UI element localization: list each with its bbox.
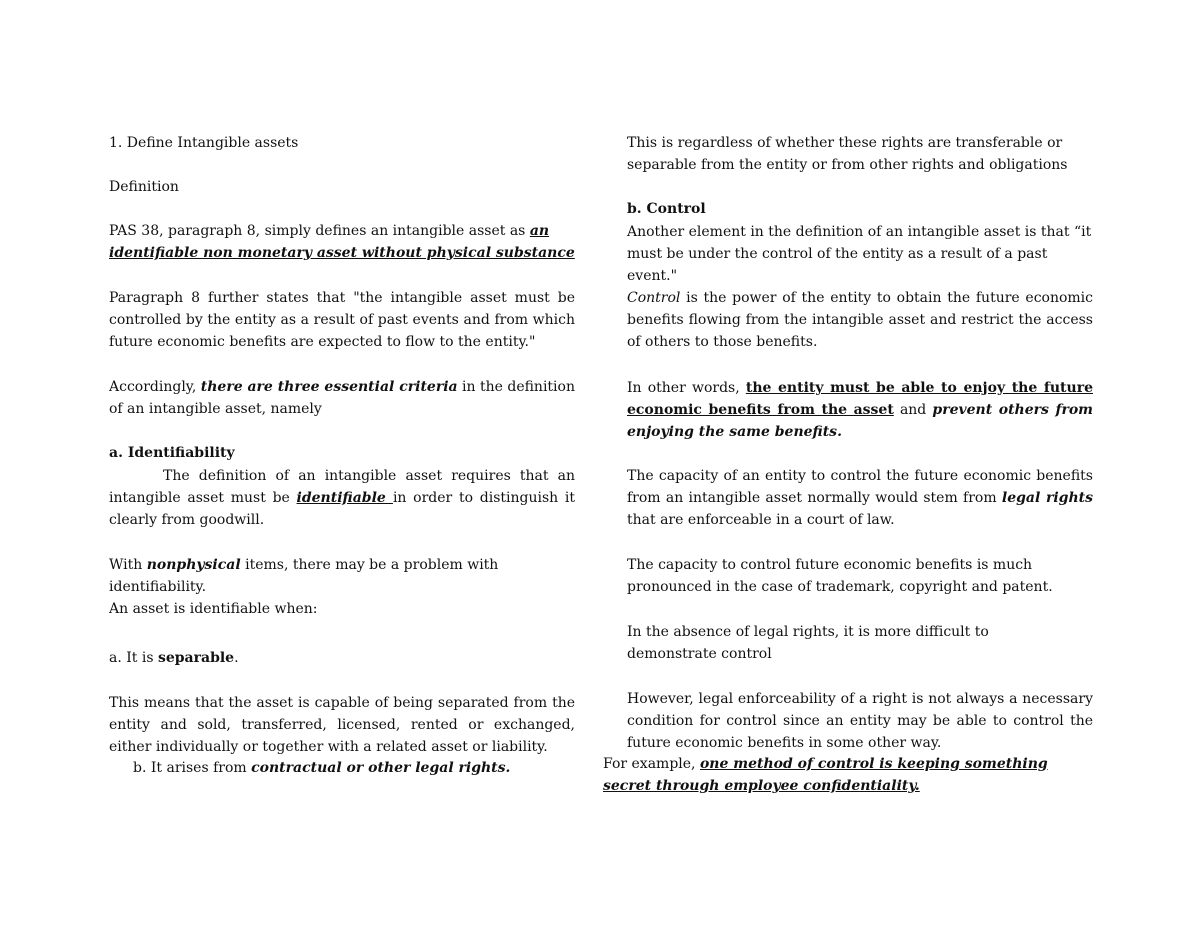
however-paragraph: However, legal enforceability of a right is not always a necessary condition for control since an entity may be able to control the future economic benefits in some other way.	[627, 691, 1093, 751]
other-words-paragraph: In other words, the entity must be able to enjoy the future economic benefits from the asset and prevent others from enjoying the same benefits.	[627, 380, 1093, 440]
nonphysical-emphasis: nonphysical	[146, 557, 241, 573]
definition-label: Definition	[109, 179, 179, 195]
accordingly-paragraph: Accordingly, there are three essential criteria in the definition of an intangible asset, namely	[109, 379, 575, 417]
legal-rights-emphasis: legal rights	[1001, 490, 1093, 506]
separable-item: a. It is separable.	[109, 650, 239, 666]
regardless-paragraph: This is regardless of whether these rights are transferable or separable from the entity or from other rights and obligations	[627, 135, 1068, 173]
control-definition: Control is the power of the entity to obtain the future economic benefits flowing from the intangible asset and restrict the access of others to those benefits.	[627, 290, 1093, 350]
enjoy-benefits-emphasis: the entity must be able to enjoy the future economic benefits from the asset	[627, 380, 1093, 418]
absence-paragraph: In the absence of legal rights, it is more difficult to demonstrate control	[627, 624, 989, 662]
pas38-paragraph: PAS 38, paragraph 8, simply defines an intangible asset as an identifiable non monetary asset without physical substance	[109, 223, 575, 261]
prevent-others-emphasis: prevent others from enjoying the same benefits.	[627, 402, 1093, 440]
another-element-paragraph: Another element in the definition of an intangible asset is that “it must be under the control of the entity as a result of a past event."	[627, 224, 1092, 284]
paragraph-8-text: Paragraph 8 further states that "the intangible asset must be controlled by the entity as a result of past events and from which future economic benefits are expected to flow to the entity."	[109, 290, 575, 350]
identifiable-emphasis: identifiable	[296, 490, 393, 506]
pronounced-paragraph: The capacity to control future economic benefits is much pronounced in the case of trademark, copyright and patent.	[627, 557, 1053, 595]
identifiability-heading: a. Identifiability	[109, 445, 235, 461]
section-heading: 1. Define Intangible assets	[109, 135, 299, 151]
contractual-emphasis: contractual or other legal rights.	[251, 760, 511, 776]
identifiable-when: An asset is identifiable when:	[109, 601, 318, 617]
three-criteria-emphasis: there are three essential criteria	[200, 379, 458, 395]
nonphysical-paragraph: With nonphysical items, there may be a problem with identifiability.	[109, 557, 499, 595]
contractual-item: b. It arises from contractual or other legal rights.	[133, 760, 511, 776]
identifiability-text: The definition of an intangible asset requires that an intangible asset must be identifiable in order to distinguish it clearly from goodwill.	[109, 468, 575, 528]
capacity-paragraph: The capacity of an entity to control the future economic benefits from an intangible asset normally would stem from legal rights that are enforceable in a court of law.	[627, 468, 1093, 528]
secret-method-emphasis: one method of control is keeping something secret through employee confidentiality.	[603, 756, 1048, 794]
example-paragraph: For example, one method of control is keeping something secret through employee confidentiality.	[603, 756, 1048, 794]
separable-emphasis: separable	[157, 650, 235, 666]
control-heading: b. Control	[627, 201, 706, 217]
control-term: Control	[627, 290, 681, 306]
separable-explanation: This means that the asset is capable of being separated from the entity and sold, transferred, licensed, rented or exchanged, either individually or together with a related asset or liability.	[109, 695, 575, 755]
pas38-emphasis: an identifiable non monetary asset without physical substance	[109, 223, 575, 261]
